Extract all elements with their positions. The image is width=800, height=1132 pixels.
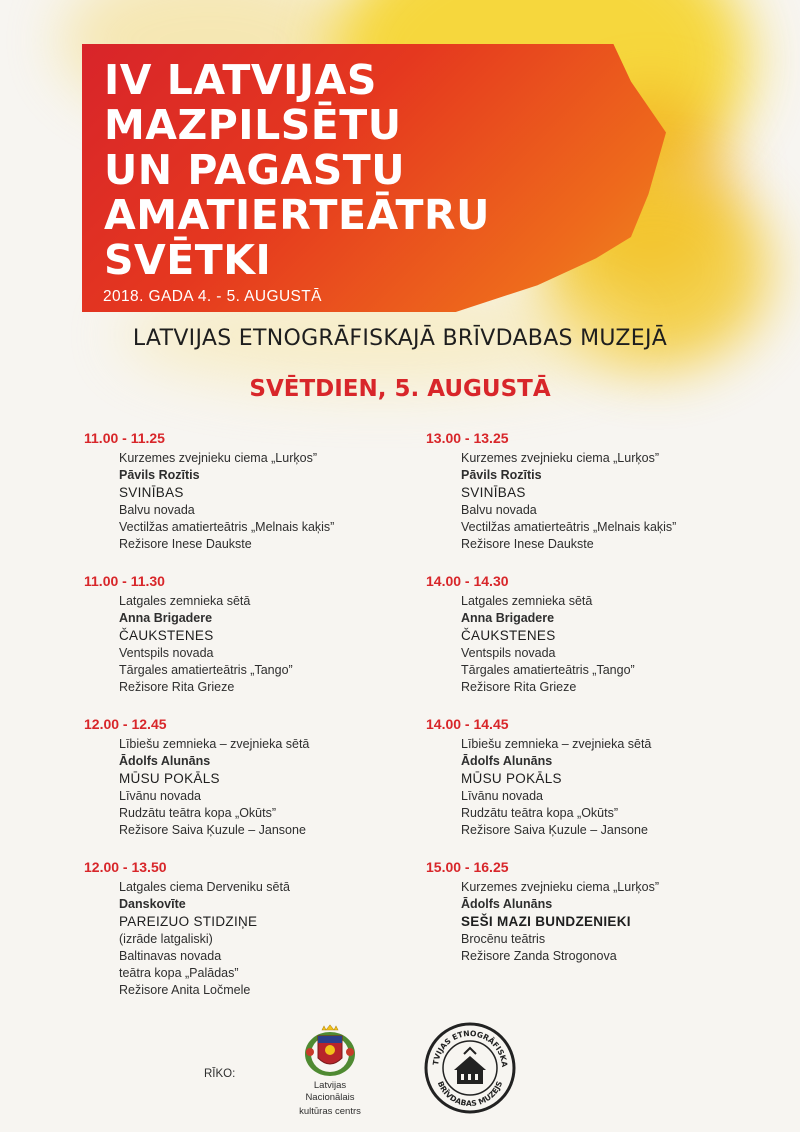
event-author: Anna Brigadere <box>461 611 555 626</box>
event-detail: Režisore Inese Daukste <box>461 537 594 552</box>
lnkc-caption-line: kultūras centrs <box>299 1106 361 1117</box>
museum-seal-top-text: TVIJAS ETNOGRĀFISKA <box>431 1028 510 1068</box>
schedule-item <box>426 573 756 716</box>
museum-logo <box>424 1022 516 1119</box>
schedule-item <box>84 430 414 573</box>
event-play-title: ČAUKSTENES <box>119 628 214 644</box>
event-author: Ādolfs Alunāns <box>461 754 553 769</box>
organizer-label: RĪKO: <box>204 1068 236 1080</box>
event-detail: (izrāde latgaliski) <box>119 931 213 946</box>
event-detail: Režisore Saiva Ķuzule – Jansone <box>119 823 306 838</box>
event-play-title: SVINĪBAS <box>461 485 526 501</box>
schedule-item <box>426 859 756 965</box>
event-detail: Līvānu novada <box>119 788 202 803</box>
event-author: Pāvils Rozītis <box>461 468 542 483</box>
museum-seal-icon <box>424 1022 516 1114</box>
event-play-title: SVINĪBAS <box>119 485 184 501</box>
title-line: UN PAGASTU <box>104 146 406 194</box>
event-time: 12.00 - 12.45 <box>84 716 167 732</box>
title-line: SVĒTKI <box>104 236 272 284</box>
event-play-title: MŪSU POKĀLS <box>461 771 562 787</box>
event-detail: Baltinavas novada <box>119 948 222 963</box>
title-line: IV LATVIJAS <box>104 56 377 104</box>
event-detail: Ventspils novada <box>119 645 214 660</box>
event-author: Pāvils Rozītis <box>119 468 200 483</box>
event-author: Anna Brigadere <box>119 611 213 626</box>
event-place: Latgales ciema Derveniku sētā <box>119 880 290 894</box>
event-time: 14.00 - 14.45 <box>426 716 509 732</box>
event-detail: teātra kopa „Palādas” <box>119 966 239 981</box>
event-detail: Brocēnu teātris <box>461 931 546 946</box>
event-play-title: PAREIZUO STIDZIŅE <box>119 914 258 930</box>
coat-of-arms-icon <box>302 1024 358 1078</box>
event-time: 13.00 - 13.25 <box>426 430 509 446</box>
lnkc-logo <box>292 1024 368 1118</box>
event-detail: Balvu novada <box>461 502 537 517</box>
schedule-item <box>84 716 414 859</box>
event-play-title: MŪSU POKĀLS <box>119 771 220 787</box>
event-detail: Režisore Anita Ločmele <box>119 983 251 998</box>
schedule-column-left <box>84 430 414 999</box>
event-place: Latgales zemnieka sētā <box>119 594 251 608</box>
event-place: Latgales zemnieka sētā <box>461 594 593 608</box>
event-detail: Režisore Rita Grieze <box>119 680 235 695</box>
event-detail: Režisore Rita Grieze <box>461 680 577 695</box>
title-line: AMATIERTEĀTRU <box>104 191 490 239</box>
schedule-item <box>84 573 414 716</box>
festival-dates: 2018. GADA 4. - 5. AUGUSTĀ <box>103 288 322 305</box>
event-detail: Režisore Inese Daukste <box>119 537 252 552</box>
event-detail: Režisore Saiva Ķuzule – Jansone <box>461 823 648 838</box>
venue-heading: LATVIJAS ETNOGRĀFISKAJĀ BRĪVDABAS MUZEJĀ <box>132 326 668 351</box>
schedule-item <box>426 716 756 859</box>
event-place: Kurzemes zvejnieku ciema „Lurķos” <box>119 451 317 465</box>
title-line: MAZPILSĒTU <box>104 101 402 149</box>
poster-title <box>104 58 490 283</box>
event-detail: Ventspils novada <box>461 645 556 660</box>
event-time: 14.00 - 14.30 <box>426 573 509 589</box>
event-place: Lībiešu zemnieka – zvejnieka sētā <box>461 737 652 751</box>
event-detail: Balvu novada <box>119 502 195 517</box>
event-time: 15.00 - 16.25 <box>426 859 509 875</box>
event-detail: Rudzātu teātra kopa „Okūts” <box>461 805 619 820</box>
event-author: Ādolfs Alunāns <box>461 897 553 912</box>
event-place: Kurzemes zvejnieku ciema „Lurķos” <box>461 880 659 894</box>
museum-seal-bottom-text: BRĪVDABAS MUZEJS <box>435 1079 505 1109</box>
event-time: 11.00 - 11.30 <box>84 573 165 589</box>
event-detail: Līvānu novada <box>461 788 544 803</box>
event-author: Danskovīte <box>119 897 186 912</box>
event-detail: Tārgales amatierteātris „Tango” <box>461 662 635 677</box>
event-detail: Režisore Zanda Strogonova <box>461 948 617 963</box>
schedule-item <box>426 430 756 573</box>
event-time: 12.00 - 13.50 <box>84 859 167 875</box>
event-detail: Vectilžas amatierteātris „Melnais kaķis” <box>119 519 335 534</box>
event-detail: Tārgales amatierteātris „Tango” <box>119 662 293 677</box>
event-place: Kurzemes zvejnieku ciema „Lurķos” <box>461 451 659 465</box>
event-detail: Rudzātu teātra kopa „Okūts” <box>119 805 277 820</box>
event-place: Lībiešu zemnieka – zvejnieka sētā <box>119 737 310 751</box>
event-play-title: ČAUKSTENES <box>461 628 556 644</box>
lnkc-caption-line: Latvijas Nacionālais <box>305 1080 355 1103</box>
day-heading: SVĒTDIEN, 5. AUGUSTĀ <box>249 376 551 402</box>
schedule-item <box>84 859 414 999</box>
event-detail: Vectilžas amatierteātris „Melnais kaķis” <box>461 519 677 534</box>
event-play-title: SEŠI MAZI BUNDZENIEKI <box>461 914 631 930</box>
event-time: 11.00 - 11.25 <box>84 430 165 446</box>
event-author: Ādolfs Alunāns <box>119 754 211 769</box>
schedule-column-right <box>426 430 756 965</box>
